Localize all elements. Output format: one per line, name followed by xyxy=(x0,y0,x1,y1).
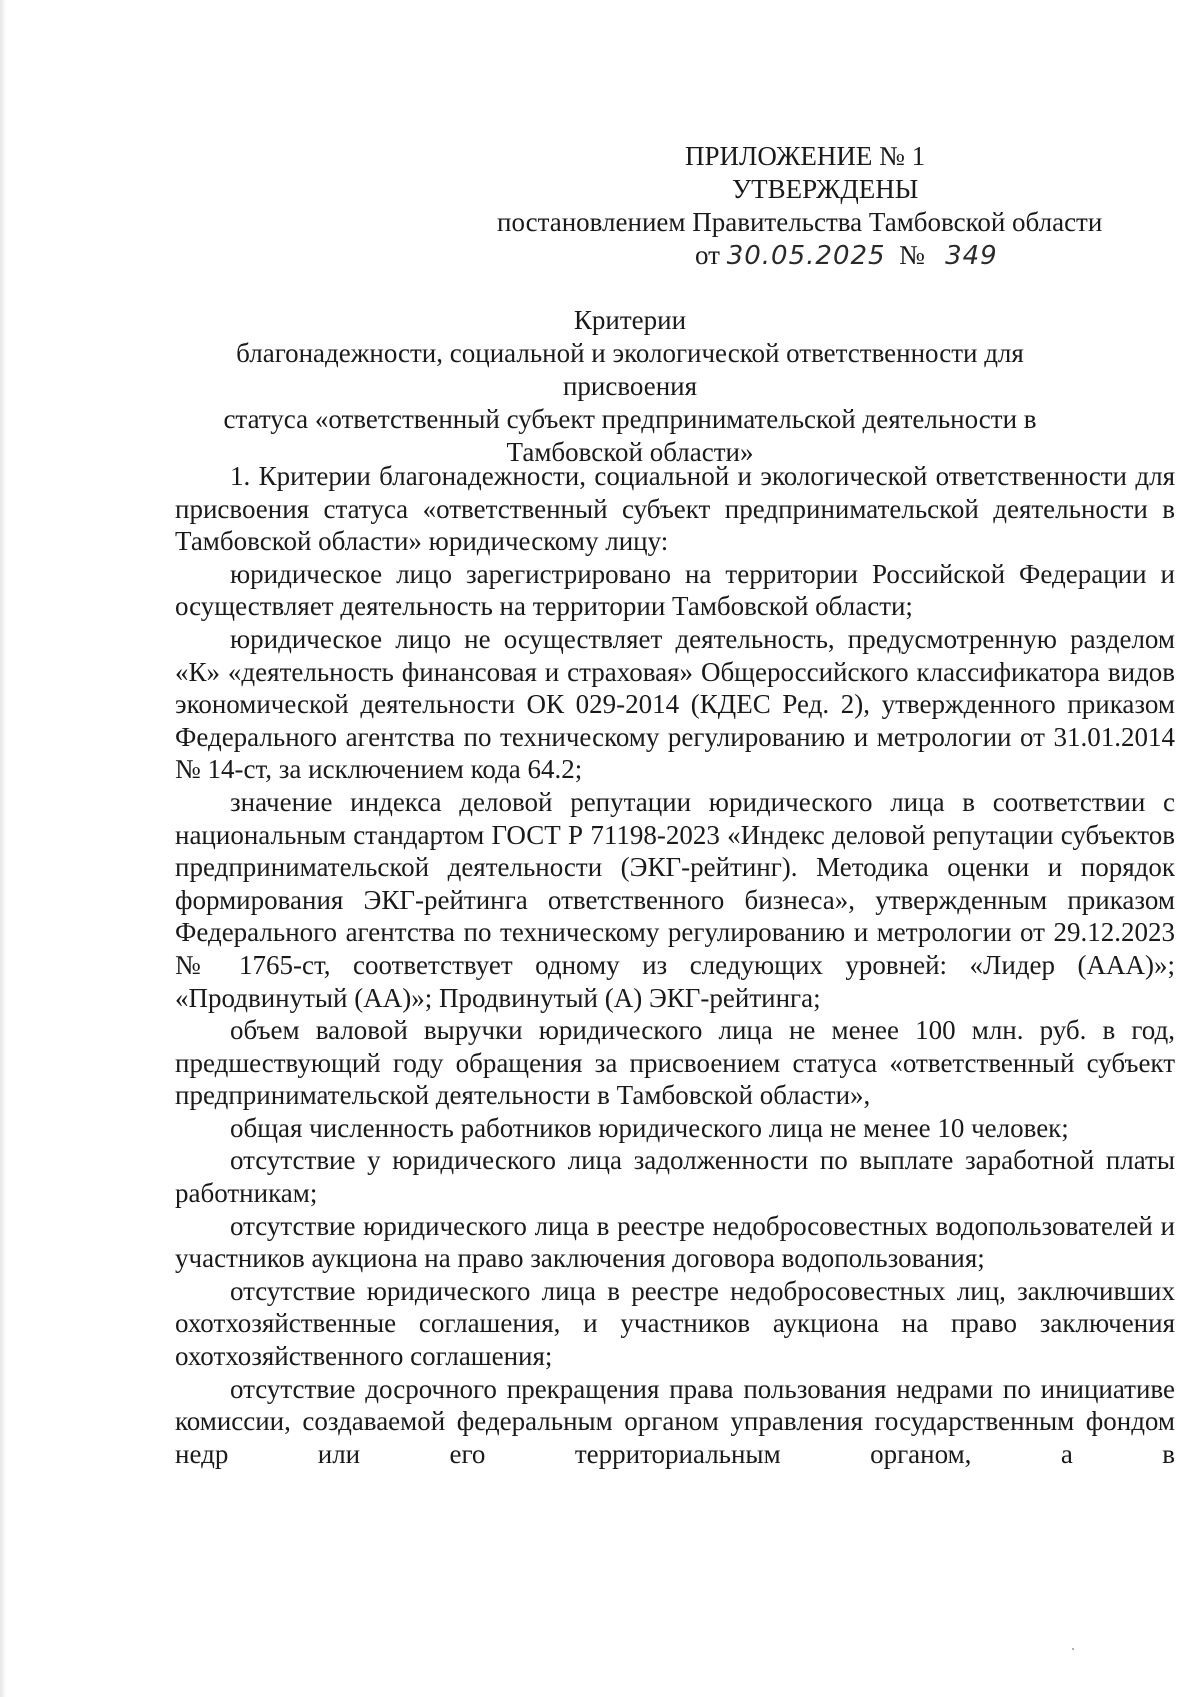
annex-number: ПРИЛОЖЕНИЕ № 1 xyxy=(685,141,926,171)
paragraph-wage-debt: отсутствие у юридического лица задолженности по выплате заработной платы работникам; xyxy=(175,1145,1175,1209)
title-subtitle-line-2: статуса «ответственный субъект предпринимательской деятельности в xyxy=(223,404,1037,434)
paragraph-reputation-index: значение индекса деловой репутации юридического лица в соответствии с национальным стандартом ГОСТ Р 71198-2023 «Индекс деловой репутации субъектов предпринимательской деятельности (ЭКГ-рейтинг). Методика оценки и порядок формирования ЭКГ-рейтинга ответственного бизнеса», утвержденным приказом Федерального агентства по техническому регулированию и метрологии от 29.12.2023 № 1765-ст, соответствует одному из следующих уровней: «Лидер (ААА)»; «Продвинутый (АА)»; Продвинутый (А) ЭКГ-рейтинга; xyxy=(175,786,1175,1013)
handwritten-date: 30.05.2025 xyxy=(726,241,886,271)
title-subtitle-line-1: благонадежности, социальной и экологической ответственности для присвоения xyxy=(236,338,1024,401)
paragraph-hunting-registry: отсутствие юридического лица в реестре недобросовестных лиц, заключивших охотхозяйственные соглашения, и участников аукциона на право заключения охотхозяйственного соглашения; xyxy=(175,1275,1175,1372)
paragraph-water-registry: отсутствие юридического лица в реестре недобросовестных водопользователей и участников аукциона на право заключения договора водопользования; xyxy=(175,1210,1175,1274)
date-prefix: от xyxy=(695,240,720,270)
paragraph-employees: общая численность работников юридического лица не менее 10 человек; xyxy=(230,1112,1069,1143)
title-heading: Критерии xyxy=(573,305,687,335)
title-subtitle-line-3: Тамбовской области» xyxy=(506,437,754,467)
paragraph-revenue: объем валовой выручки юридического лица не менее 100 млн. руб. в год, предшествующий году обращения за присвоением статуса «ответственный субъект предпринимательской деятельности в Тамбовской области», xyxy=(175,1015,1175,1111)
scan-edge xyxy=(0,0,6,1697)
paragraph-activity-section-k: юридическое лицо не осуществляет деятельность, предусмотренную разделом «К» «деятельность финансовая и страховая» Общероссийского классификатора видов экономической деятельности ОК 029-2014 (КДЕС Ред. 2), утвержденного приказом Федерального агентства по техническому регулированию и метрологии от 31.01.2014 № 14-ст, за исключением кода 64.2; xyxy=(175,623,1175,785)
approved-label: УТВЕРЖДЕНЫ xyxy=(732,174,919,204)
document-title xyxy=(170,304,1090,469)
handwritten-number: 349 xyxy=(945,241,998,271)
decree-reference: постановлением Правительства Тамбовской области xyxy=(497,207,1103,237)
paragraph-registration: юридическое лицо зарегистрировано на территории Российской Федерации и осуществляет деятельность на территории Тамбовской области; xyxy=(175,558,1175,622)
scan-speck xyxy=(1072,1648,1074,1650)
paragraph-criteria-intro: 1. Критерии благонадежности, социальной и экологической ответственности для присвоения статуса «ответственный субъект предпринимательской деятельности в Тамбовской области» юридическому лицу: xyxy=(175,461,1175,557)
date-line xyxy=(695,239,998,273)
paragraph-subsoil: отсутствие досрочного прекращения права пользования недрами по инициативе комиссии, создаваемой федеральным органом управления государственным фондом недр или его территориальным органом, а в xyxy=(175,1373,1175,1469)
number-sign: № xyxy=(899,240,925,270)
document-body xyxy=(175,460,1175,1470)
